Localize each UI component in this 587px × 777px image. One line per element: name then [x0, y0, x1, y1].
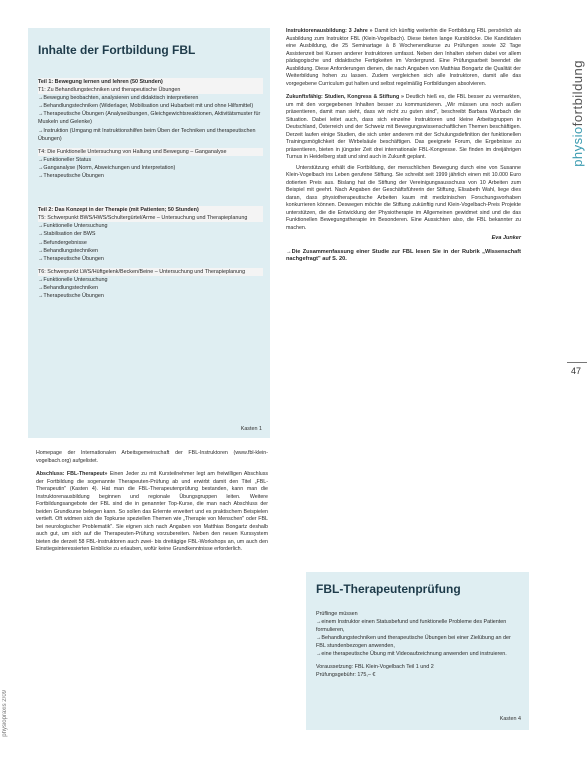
right-runin-2: Zukunftsfähig: Studien, Kongress & Stiftung » — [286, 94, 404, 100]
teil2-heading: Teil 2: Das Konzept in der Therapie (mit Patienten; 50 Stunden) — [38, 206, 263, 214]
page-number-rule — [567, 362, 587, 363]
list-item: → Instruktion (Umgang mit Instruktionshilfen beim Üben der Techniken und therapeutischen Übungen) — [38, 127, 263, 143]
brand-physio: physio — [570, 126, 585, 167]
content-box-source: Kasten 1 — [240, 426, 262, 432]
list-item: → Befundergebnisse — [38, 239, 263, 247]
issue-footer: physiopraxis 2/09 — [2, 690, 8, 737]
page-number: 47 — [570, 366, 581, 376]
brand-fortbildung: fortbildung — [570, 60, 585, 127]
right-paragraph-1: Damit ich künftig weiterhin die Fortbildung FBL persönlich als Ausbildung zum Instruktor FBL (Klein-Vogelbach). Diese bieten lange Kursblöcke. Die Kandidaten eine Ausbildung, die 25 Seminartage à 8 Wochenendkurse zu Prüfungen sowie 32 Tage Assistenzeit bei Kursen anderer Instruktoren umfasst. Neben den Inhalten stehen dabei vor allem pädagogische und didaktische Fertigkeiten im Vordergrund. Eine Prüfungsarbeit beendet die Ausbildung. Diese Anforderungen dienen, die nach Angaben von Matthias Bongartz die Qualität der Weiterbildung hohen zu lassen. Zudem vergleichen sich alle Instruktoren, damit alle das vorgegebene Curriculum gut halten und selbst regelmäßig Fortbildungen absolvieren. — [286, 28, 521, 87]
list-item: → Therapeutische Übungen — [38, 172, 263, 180]
list-item: → eine therapeutische Übung mit Videoaufzeichnung anwenden und instruieren. — [316, 650, 521, 658]
teil2-t6: T6: Schwerpunkt LWS/Hüftgelenk/Becken/Beine – Untersuchung und Therapieplanung — [38, 268, 263, 276]
teil2-t5: T5: Schwerpunkt BWS/HWS/Schultergürtel/Arme – Untersuchung und Therapieplanung — [38, 214, 263, 222]
exam-fee: Prüfungsgebühr: 175,– € — [316, 671, 376, 678]
list-item: → Therapeutische Übungen (Analyseübungen, Gleichgewichtsreaktionen, Aktivitätsmuster für Muskeln und Gelenke) — [38, 110, 263, 126]
list-item: → Bewegung beobachten, analysieren und didaktisch interpretieren — [38, 94, 263, 102]
list-item: → Stabilisation der BWS — [38, 230, 263, 238]
exam-box-title: FBL-Therapeutenprüfung — [316, 582, 461, 596]
section-brand — [570, 60, 585, 167]
right-paragraph-2: Deutlich hieß es, die FBL besser zu vermarkten, um mit den vorgegebenen Inhalten besser zu kommunizieren. „Wir müssen uns noch außen präsentieren, damit man sieht, dass wir nicht zu guten sind", beschreibt Barbara Wurbach die Situation. Dabei leitet auch, dass sich einzelne Instruktoren und kleine Arbeitsgruppen in Deutschland, Österreich und der Schweiz mit Bewegungswissenschaftlichen Themen beschäftigen. Derzeit laufen einige Studien, die sich unter anderem mit der Schulungsdefinition der funktionellen Trainingsmöglichkeit der Wirbelsäule beschäftigen. Das geeignete Forum, die Ergebnisse zu präsentieren, bieten in jüngster Zeit drei internationale FBL-Kongresse. Sie finden im dreijährigen Turnus in Heidelberg statt und sind auch in Zukunft geplant. — [286, 94, 521, 160]
teil1-t1: T1: Zu Behandlungstechniken und therapeutische Übungen — [38, 86, 263, 94]
intro-paragraph: Homepage der Internationalen Arbeitsgemeinschaft der FBL-Instruktoren (www.fbl-klein-vogelbach.org) aufgelistet. — [36, 450, 268, 464]
exam-intro: Prüflinge müssen — [316, 611, 358, 617]
content-box — [28, 28, 270, 438]
right-paragraph-3: Unterstützung erhält die Fortbildung, der menschlichen Bewegung durch eine von Susanne Klein-Vogelbach ins Leben gerufene Stiftung. Sie schreibt seit 1999 jährlich einen mit 10.000 Euro dotierten Preis aus. Bislang hat die Stiftung der Vereinigungsausschuss von 10 Arbeiten zum Beispiel mit geehrt. Nach Angaben der Geschäftsführerin der Stiftung, Elisabeth Wahl, liege dies daran, dass physiotherapeutische Arbeiten kaum mit medizinischen Forschungsvorhaben konkurrieren können. Deswegen möchte die Stiftung zukünftig rund Klein-Vogelbach-Preis Projekte unterstützen, die die Entwicklung der Physiotherapie im Allgemeinen gewidmet sind und die das Funktionellen Bewegungstherapie im Besonderen. Eine Aussichten also, die FBL bekannter zu machen. — [286, 164, 521, 231]
exam-box-source: Kasten 4 — [499, 716, 521, 722]
list-item: → Behandlungstechniken — [38, 284, 263, 292]
right-column — [286, 28, 521, 264]
exam-box — [306, 572, 529, 730]
content-box-title: Inhalte der Fortbildung FBL — [38, 43, 196, 57]
cross-reference: → Die Zusammenfassung einer Studie zur FBL lesen Sie in der Rubrik „Wissenschaft nachgefragt" auf S. 20. — [286, 249, 521, 265]
left-article-text: Einen Jeder zu mit Kursteilnehmer legt am freiwilligen Abschluss der Fortbildung die sogenannte Therapeuten-Prüfung ab und erwirbt damit den Titel „FBL-Therapeutin" (Kasten 4). Hat man die FBL-Therapeutenprüfung bestanden, kann man die Instruktorenausbildung beginnen und regionale Übungsgruppen leiten. Weitere Fortbildungsangebote der FBL sind die in genannter Top-Kurse, die man nach Abschluss der beiden Grundkurse belegen kann. So sollen das Erlernte erweitert und es praktischem Beispielen vertieft. Oft widmen sich die Topkurse speziellen Themen wie „Therapie von Menschen" oder FBL bei neurologischer Problematik". Sie eignen sich nach Angaben von Matthias Bongartz deshalb auch gut, um sich auf die Therapeuten-Prüfung vorzubereiten. Neben den neuen Kurssystem bieten die derzeit 58 FBL-Instruktoren auch zwei- bis dreitägige FBL-Workshops an, um auch den Einstiegsinteressierten Einblicke zu erlauben, wofür keine Grundkenntnisse erforderlich. — [36, 471, 268, 552]
exam-box-body — [316, 610, 521, 679]
teil1-heading: Teil 1: Bewegung lernen und lehren (50 Stunden) — [38, 78, 263, 86]
left-column — [36, 450, 268, 557]
right-runin-1: Instruktorenausbildung: 3 Jahre » — [286, 28, 373, 34]
teil1-t4: T4: Die Funktionelle Untersuchung von Haltung und Bewegung – Ganganalyse — [38, 148, 263, 156]
content-box-body — [38, 73, 263, 300]
author-signature: Eva Junker — [491, 235, 521, 241]
list-item: → Behandlungstechniken (Widerlager, Mobilisation und Hubarbeit mit und ohne Hilfsmittel) — [38, 102, 263, 110]
list-item: → Funktioneller Status — [38, 156, 263, 164]
list-item: → Funktionelle Untersuchung — [38, 276, 263, 284]
list-item: → Therapeutische Übungen — [38, 292, 263, 300]
left-runin: Abschluss: FBL-Therapeut» — [36, 471, 108, 477]
list-item: → Behandlungstechniken — [38, 247, 263, 255]
exam-requirement: Voraussetzung: FBL Klein-Vogelbach Teil 1 und 2 — [316, 663, 434, 670]
list-item: → Funktionelle Untersuchung — [38, 222, 263, 230]
list-item: → Ganganalyse (Norm, Abweichungen und Interpretation) — [38, 164, 263, 172]
list-item: → Behandlungstechniken und therapeutische Übungen bei einer Zielübung an der FBL stundenbezogen anwenden, — [316, 634, 521, 650]
list-item: → einem Instruktor einen Statusbefund und funktionelle Probleme des Patienten formulieren, — [316, 618, 521, 634]
list-item: → Therapeutische Übungen — [38, 255, 263, 263]
